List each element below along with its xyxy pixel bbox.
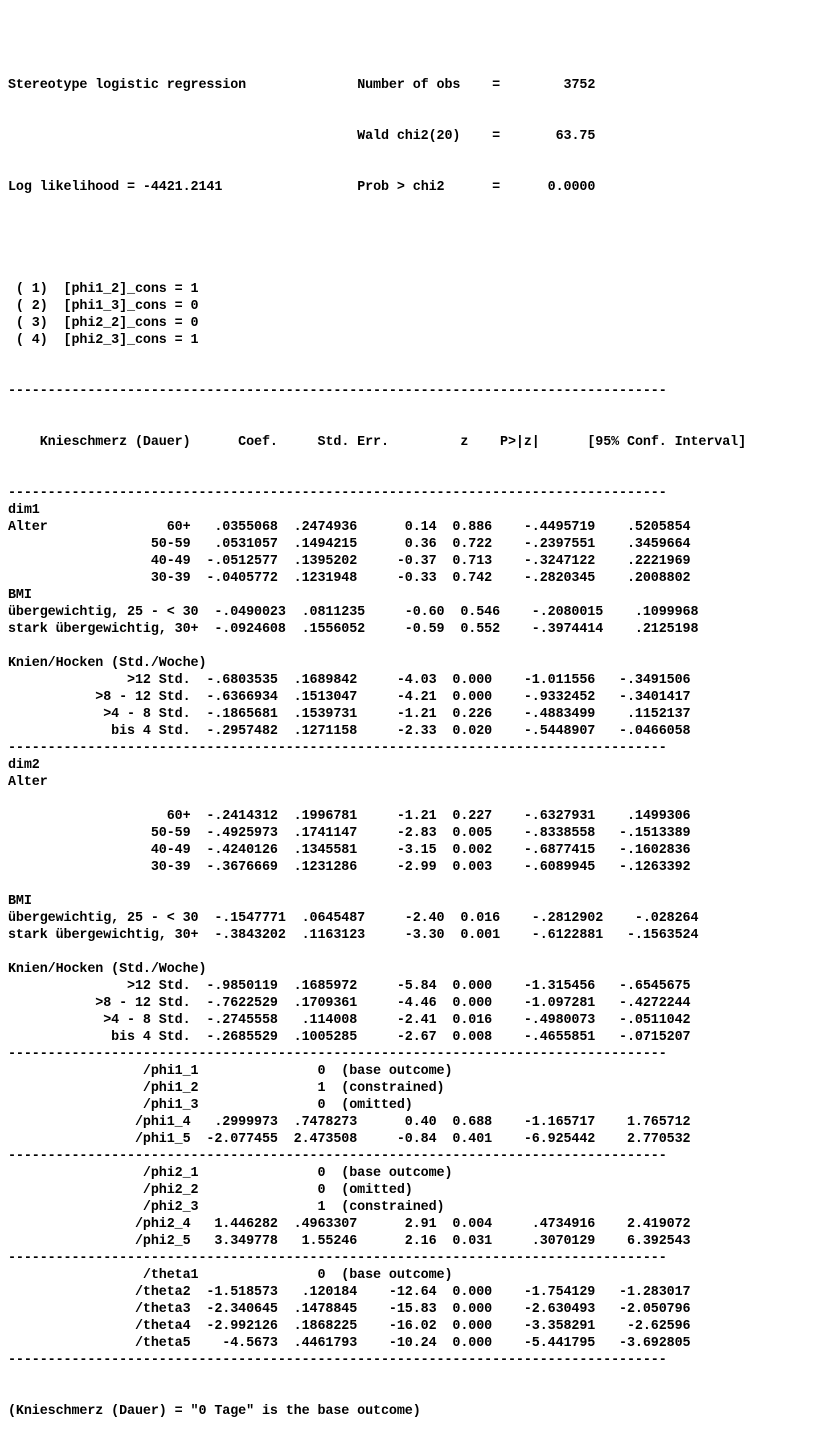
separator-line: ----------------------------------------------------------------------------------- [8,1251,667,1266]
table-row: 50-59 .0531057 .1494215 0.36 0.722 -.2397551 .3459664 [8,537,691,552]
wald-label: Wald chi2(20) [357,129,461,144]
p-header: P>|z| [468,435,540,450]
ll-value: -4421.2141 [142,180,223,195]
constraint-line: ( 1) [phi1_2]_cons = 1 [8,282,199,297]
stata-output [8,43,746,1437]
nobs-value: 3752 [500,78,596,93]
table-row: 30-39 -.3676669 .1231286 -2.99 0.003 -.6089945 -.1263392 [8,860,691,875]
ci-header: [95% Conf. Interval] [539,435,747,450]
group-heading: BMI [8,894,32,909]
blank-line [8,876,746,893]
coef-header: Coef. [190,435,278,450]
wald-value: 63.75 [500,129,596,144]
table-row: >8 - 12 Std. -.6366934 .1513047 -4.21 0.000 -.9332452 -.3401417 [8,690,691,705]
constraint-line: ( 3) [phi2_2]_cons = 0 [8,316,199,331]
table-row: /theta3 -2.340645 .1478845 -15.83 0.000 -2.630493 -2.050796 [8,1302,691,1317]
table-row: /theta5 -4.5673 .4461793 -10.24 0.000 -5.441795 -3.692805 [8,1336,691,1351]
table-row: /phi2_4 1.446282 .4963307 2.91 0.004 .4734916 2.419072 [8,1217,691,1232]
table-row: 40-49 -.0512577 .1395202 -0.37 0.713 -.3247122 .2221969 [8,554,691,569]
table-row: >12 Std. -.9850119 .1685972 -5.84 0.000 -1.315456 -.6545675 [8,979,691,994]
coefficient-table [8,485,746,1369]
table-row: übergewichtig, 25 - < 30 -.1547771 .0645487 -2.40 0.016 -.2812902 -.028264 [8,911,699,926]
table-row: /theta2 -1.518573 .120184 -12.64 0.000 -1.754129 -1.283017 [8,1285,691,1300]
header-line-2: Wald chi2(20) = 63.75 [357,129,596,144]
table-row: /phi1_4 .2999973 .7478273 0.40 0.688 -1.165717 1.765712 [8,1115,691,1130]
table-row: übergewichtig, 25 - < 30 -.0490023 .0811235 -0.60 0.546 -.2080015 .1099968 [8,605,699,620]
aux-param-row: /phi2_2 0 (omitted) [8,1183,413,1198]
constraint-line: ( 2) [phi1_3]_cons = 0 [8,299,199,314]
se-header: Std. Err. [277,435,389,450]
column-header-row [8,434,746,451]
separator-line: ----------------------------------------------------------------------------------- [8,1353,667,1368]
table-row: /phi1_5 -2.077455 2.473508 -0.84 0.401 -6.925442 2.770532 [8,1132,691,1147]
table-row: bis 4 Std. -.2685529 .1005285 -2.67 0.008 -.4655851 -.0715207 [8,1030,691,1045]
aux-param-row: /phi2_3 1 (constrained) [8,1200,445,1215]
aux-param-row: /phi1_2 1 (constrained) [8,1081,445,1096]
separator-line: ----------------------------------------------------------------------------------- [8,741,667,756]
table-row: 50-59 -.4925973 .1741147 -2.83 0.005 -.8338558 -.1513389 [8,826,691,841]
blank-line [8,638,746,655]
aux-param-row: /phi1_3 0 (omitted) [8,1098,413,1113]
header-line-3: Log likelihood = -4421.2141 Prob > chi2 = 0.0000 [8,180,596,195]
table-row: 60+ -.2414312 .1996781 -1.21 0.227 -.6327931 .1499306 [8,809,691,824]
model-title: Stereotype logistic regression [8,78,247,93]
table-row: >12 Std. -.6803535 .1689842 -4.03 0.000 -1.011556 -.3491506 [8,673,691,688]
aux-param-row: /phi2_1 0 (base outcome) [8,1166,453,1181]
table-row: stark übergewichtig, 30+ -.0924608 .1556052 -0.59 0.552 -.3974414 .2125198 [8,622,699,637]
group-heading: dim1 [8,503,40,518]
blank-line [8,944,746,961]
table-row: bis 4 Std. -.2957482 .1271158 -2.33 0.020 -.5448907 -.0466058 [8,724,691,739]
blank-line [8,791,746,808]
group-heading: Alter [8,775,48,790]
table-row: >4 - 8 Std. -.1865681 .1539731 -1.21 0.226 -.4883499 .1152137 [8,707,691,722]
header-line-1: Stereotype logistic regression Number of obs = 3752 [8,78,596,93]
separator-line: ----------------------------------------------------------------------------------- [8,1047,667,1062]
depvar-header: Knieschmerz (Dauer) [8,435,191,450]
constraints-list [8,281,746,349]
table-row: /theta4 -2.992126 .1868225 -16.02 0.000 -3.358291 -2.62596 [8,1319,691,1334]
aux-param-row: /theta1 0 (base outcome) [8,1268,453,1283]
group-heading: BMI [8,588,32,603]
table-row: >8 - 12 Std. -.7622529 .1709361 -4.46 0.000 -1.097281 -.4272244 [8,996,691,1011]
group-heading: Knien/Hocken (Std./Woche) [8,656,207,671]
table-row: 40-49 -.4240126 .1345581 -3.15 0.002 -.6877415 -.1602836 [8,843,691,858]
table-row: >4 - 8 Std. -.2745558 .114008 -2.41 0.016 -.4980073 -.0511042 [8,1013,691,1028]
table-row: stark übergewichtig, 30+ -.3843202 .1163123 -3.30 0.001 -.6122881 -.1563524 [8,928,699,943]
aux-param-row: /phi1_1 0 (base outcome) [8,1064,453,1079]
group-heading: Knien/Hocken (Std./Woche) [8,962,207,977]
group-heading: dim2 [8,758,40,773]
separator-line: ----------------------------------------------------------------------------------- [8,1149,667,1164]
z-header: z [388,435,469,450]
table-row: 30-39 -.0405772 .1231948 -0.33 0.742 -.2820345 .2008802 [8,571,691,586]
prob-value: 0.0000 [500,180,596,195]
footer-note: (Knieschmerz (Dauer) = "0 Tage" is the base outcome) [8,1404,421,1419]
constraint-line: ( 4) [phi2_3]_cons = 1 [8,333,199,348]
separator-line: ----------------------------------------------------------------------------------- [8,384,667,399]
table-row: Alter 60+ .0355068 .2474936 0.14 0.886 -.4495719 .5205854 [8,520,691,535]
table-row: /phi2_5 3.349778 1.55246 2.16 0.031 .3070129 6.392543 [8,1234,691,1249]
ll-label: Log likelihood = [8,180,135,195]
nobs-label: Number of obs [357,78,461,93]
separator-line: ----------------------------------------------------------------------------------- [8,486,667,501]
prob-label: Prob > chi2 [357,180,445,195]
